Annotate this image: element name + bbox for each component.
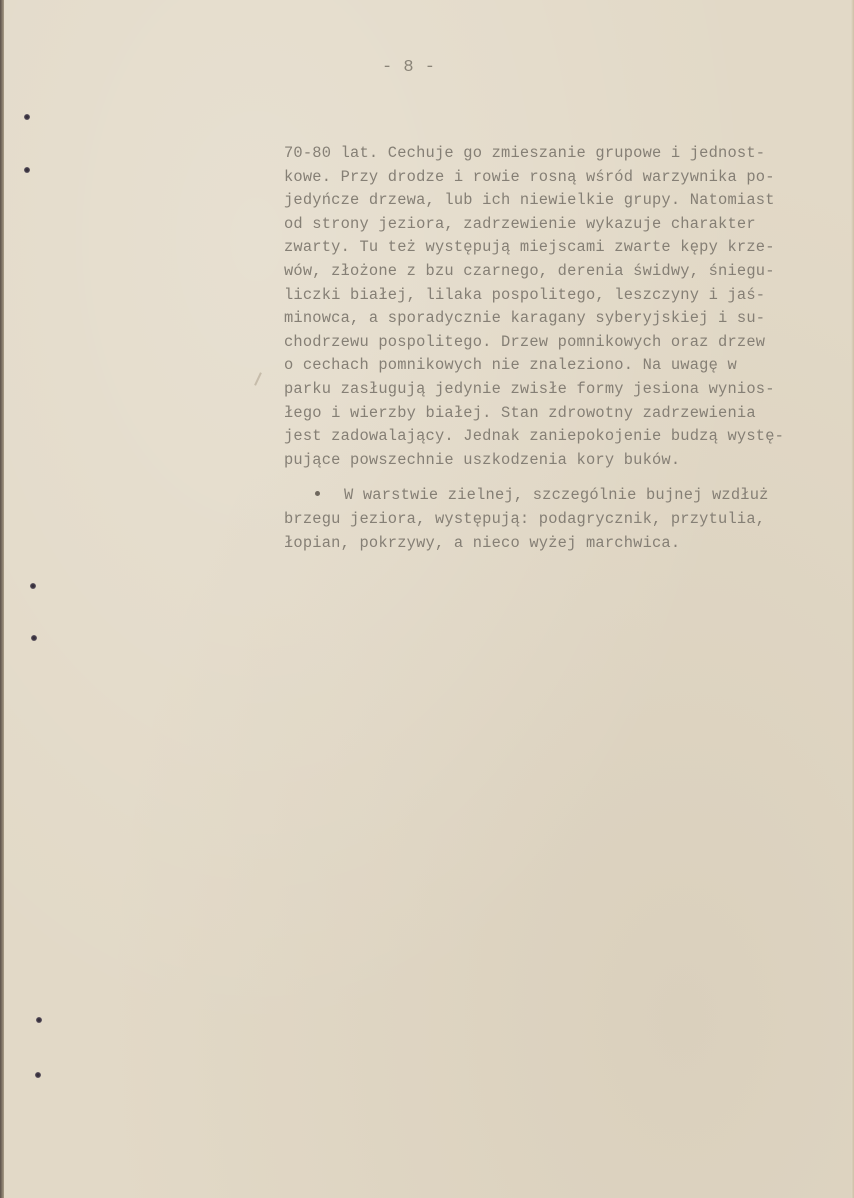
text-line: jest zadowalający. Jednak zaniepokojenie budzą wystę- — [284, 427, 785, 446]
text-line: parku zasługują jedynie zwisłe formy jesiona wynios- — [284, 379, 775, 398]
pencil-mark — [254, 372, 262, 386]
page-left-edge — [0, 0, 4, 1198]
text-line: łego i wierzby białej. Stan zdrowotny zadrzewienia — [284, 403, 756, 422]
punch-hole-icon — [35, 1072, 41, 1078]
text-line: wów, złożone z bzu czarnego, derenia świdwy, śniegu- — [284, 261, 775, 280]
first-line-text: W warstwie zielnej, szczególnie bujnej wzdłuż — [344, 486, 769, 505]
body-text — [284, 142, 844, 555]
text-line: minowca, a sporadycznie karagany syberyjskiej i su- — [284, 309, 766, 328]
punch-hole-icon — [30, 583, 36, 589]
text-line: chodrzewu pospolitego. Drzew pomnikowych oraz drzew — [284, 332, 766, 351]
page-number: - 8 - — [382, 58, 436, 77]
text-line: kowe. Przy drodze i rowie rosną wśród warzywnika po- — [284, 167, 775, 186]
punch-hole-icon — [24, 114, 30, 120]
text-line: jedyńcze drzewa, lub ich niewielkie grupy. Natomiast — [284, 191, 775, 210]
punch-hole-icon — [24, 167, 30, 173]
text-line: 70-80 lat. Cechuje go zmieszanie grupowe i jednost- — [284, 144, 766, 162]
text-line: liczki białej, lilaka pospolitego, leszczyny i jaś- — [284, 285, 766, 304]
bullet-icon — [315, 491, 320, 496]
text-line: pujące powszechnie uszkodzenia kory buków. — [284, 450, 681, 469]
text-line: o cechach pomnikowych nie znaleziono. Na uwagę w — [284, 356, 737, 375]
punch-hole-icon — [31, 635, 37, 641]
text-line: brzegu jeziora, występują: podagrycznik, przytulia, — [284, 509, 766, 528]
text-line — [284, 484, 844, 508]
text-line: zwarty. Tu też występują miejscami zwarte kępy krze- — [284, 238, 775, 257]
text-line: łopian, pokrzywy, a nieco wyżej marchwica. — [284, 533, 681, 552]
punch-hole-icon — [36, 1017, 42, 1023]
text-line: od strony jeziora, zadrzewienie wykazuje charakter — [284, 214, 756, 233]
paragraph-1 — [284, 142, 844, 472]
paragraph-2 — [284, 484, 844, 555]
